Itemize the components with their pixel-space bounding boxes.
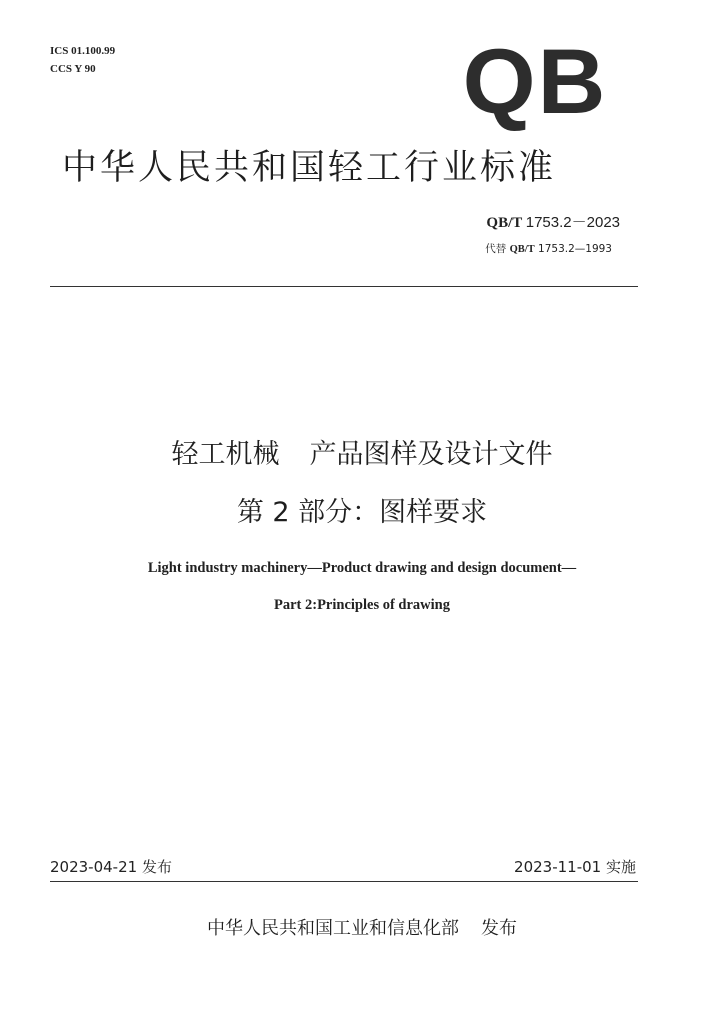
issue-date: 2023-04-21 发布 (50, 858, 172, 876)
implement-date: 2023-11-01 实施 (514, 858, 636, 876)
ics-code: ICS 01.100.99 (50, 45, 116, 57)
publisher (0, 914, 724, 940)
replaces-number: 1753.2—1993 (538, 243, 612, 255)
standard-number (486, 211, 620, 232)
title-cn-main-part2: 产品图样及设计文件 (309, 439, 553, 470)
header-divider (50, 286, 638, 287)
footer-divider (50, 881, 638, 882)
standard-code-prefix: QB/T (486, 215, 522, 231)
title-en-sub: Part 2:Principles of drawing (274, 597, 450, 613)
replaces-prefix: QB/T (509, 244, 535, 255)
classification-codes (50, 42, 115, 78)
ccs-code: CCS Y 90 (50, 63, 96, 75)
title-cn-sub: 第 2 部分：图样要求 (236, 497, 488, 528)
publisher-action: 发布 (481, 918, 517, 939)
replaces-label: 代替 (485, 243, 507, 255)
standard-code-number: 1753.2－2023 (525, 214, 620, 231)
standard-category: 中华人民共和国轻工行业标准 (62, 148, 557, 188)
title-cn-main-part1: 轻工机械 (171, 439, 280, 470)
qb-logo: QB (462, 31, 608, 133)
publisher-name: 中华人民共和国工业和信息化部 (207, 918, 459, 939)
replaces-standard (485, 241, 612, 256)
title-cn-main (0, 432, 724, 471)
title-en-main: Light industry machinery—Product drawing and design document— (147, 560, 577, 576)
